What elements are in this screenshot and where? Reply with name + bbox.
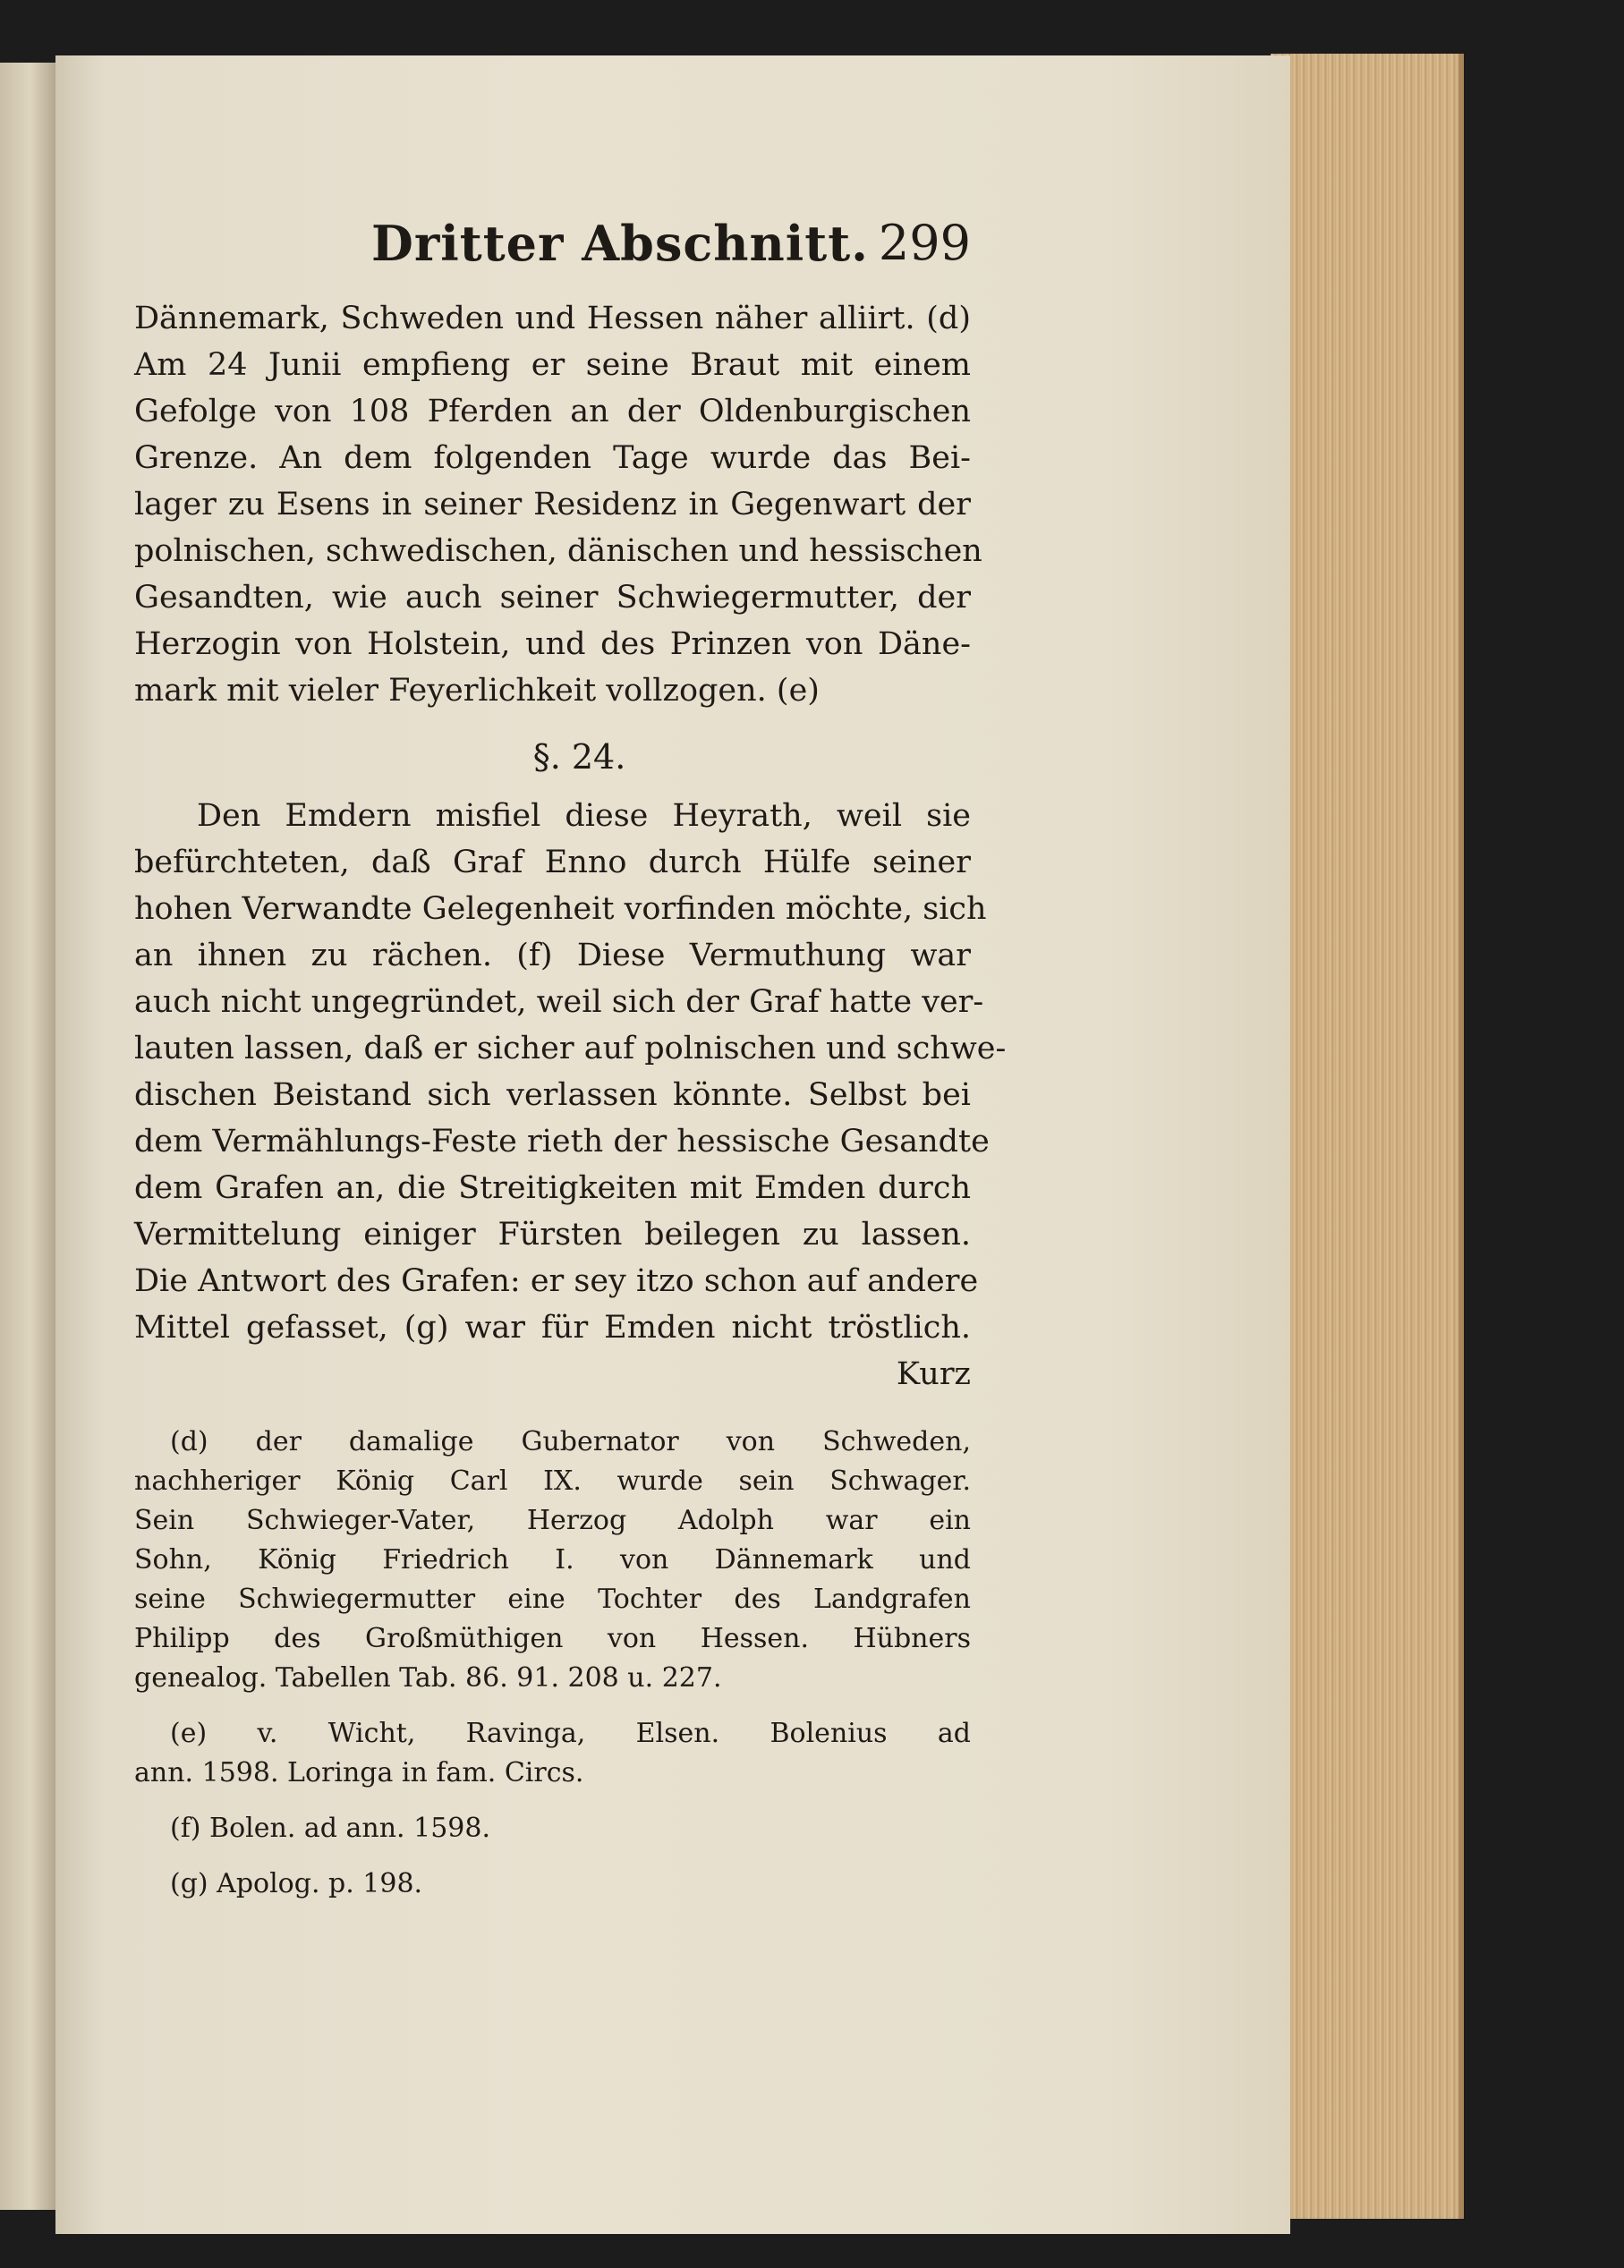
body-line: befürchteten, daß Graf Enno durch Hülfe seiner <box>134 845 971 880</box>
page-number: 299 <box>878 215 971 271</box>
body-line: lager zu Esens in seiner Residenz in Gegenwart der <box>134 487 971 522</box>
body-line: Gefolge von 108 Pferden an der Oldenburgischen <box>134 394 971 429</box>
body-line: lauten lassen, daß er sicher auf polnischen und schwe- <box>134 1031 1007 1066</box>
footnote-line: genealog. Tabellen Tab. 86. 91. 208 u. 227. <box>134 1662 722 1694</box>
footnote-f: (f) Bolen. ad ann. 1598. <box>170 1813 491 1844</box>
body-line: dem Vermählungs-Feste rieth der hessische Gesandte <box>134 1124 990 1159</box>
footnote-gap <box>134 1698 971 1714</box>
footnote-g: (g) Apolog. p. 198. <box>170 1868 423 1899</box>
body-line: Am 24 Junii empfieng er seine Braut mit einem <box>134 347 971 383</box>
body-line: Dännemark, Schweden und Hessen näher alliirt. (d) <box>134 301 971 336</box>
body-line: Herzogin von Holstein, und des Prinzen von Däne- <box>134 626 971 662</box>
body-line: polnischen, schwedischen, dänischen und hessischen <box>134 533 982 569</box>
page-block-edges <box>1271 54 1464 2219</box>
facing-page-edge <box>0 63 55 2210</box>
running-head: Dritter Abschnitt. <box>371 215 869 272</box>
section-heading: §. 24. <box>532 737 626 777</box>
footnotes <box>134 1423 971 1904</box>
footnote-line: Sein Schwieger-Vater, Herzog Adolph war ein <box>134 1505 971 1536</box>
body-line: hohen Verwandte Gelegenheit vorfinden möchte, sich <box>134 891 987 927</box>
body-paragraph-2 <box>134 793 1007 1351</box>
footnote-gap <box>134 1793 971 1809</box>
footnote-line: Sohn, König Friedrich I. von Dännemark und <box>134 1544 971 1576</box>
body-line: an ihnen zu rächen. (f) Diese Vermuthung war <box>134 938 971 973</box>
body-line: Gesandten, wie auch seiner Schwiegermutter, der <box>134 580 971 616</box>
body-line: dischen Beistand sich verlassen könnte. Selbst bei <box>134 1077 971 1113</box>
body-line: dem Grafen an, die Streitigkeiten mit Emden durch <box>134 1170 971 1206</box>
footnote-line: (d) der damalige Gubernator von Schweden, <box>170 1426 971 1457</box>
body-line: Den Emdern misfiel diese Heyrath, weil sie <box>197 798 971 834</box>
footnote-line: seine Schwiegermutter eine Tochter des Landgrafen <box>134 1584 971 1615</box>
footnote-gap <box>134 1848 971 1865</box>
footnote-d <box>134 1423 971 1698</box>
footnote-e <box>134 1714 971 1793</box>
body-paragraph-1 <box>134 295 982 714</box>
body-line: mark mit vieler Feyerlichkeit vollzogen. (e) <box>134 673 820 709</box>
body-line: Die Antwort des Grafen: er sey itzo schon auf andere <box>134 1263 979 1299</box>
body-line: auch nicht ungegründet, weil sich der Graf hatte ver- <box>134 984 984 1020</box>
footnote-line: ann. 1598. Loringa in fam. Circs. <box>134 1757 584 1788</box>
body-line: Vermittelung einiger Fürsten beilegen zu lassen. <box>134 1217 971 1253</box>
footnote-line: (e) v. Wicht, Ravinga, Elsen. Bolenius ad <box>170 1718 971 1749</box>
page-text <box>134 215 1007 1904</box>
body-line: Mittel gefasset, (g) war für Emden nicht tröstlich. <box>134 1310 971 1346</box>
page-header <box>134 215 971 295</box>
footnote-line: nachheriger König Carl IX. wurde sein Schwager. <box>134 1465 971 1497</box>
body-line: Grenze. An dem folgenden Tage wurde das Bei- <box>134 440 971 476</box>
catchword: Kurz <box>896 1356 971 1392</box>
footnote-line: Philipp des Großmüthigen von Hessen. Hübners <box>134 1623 971 1654</box>
